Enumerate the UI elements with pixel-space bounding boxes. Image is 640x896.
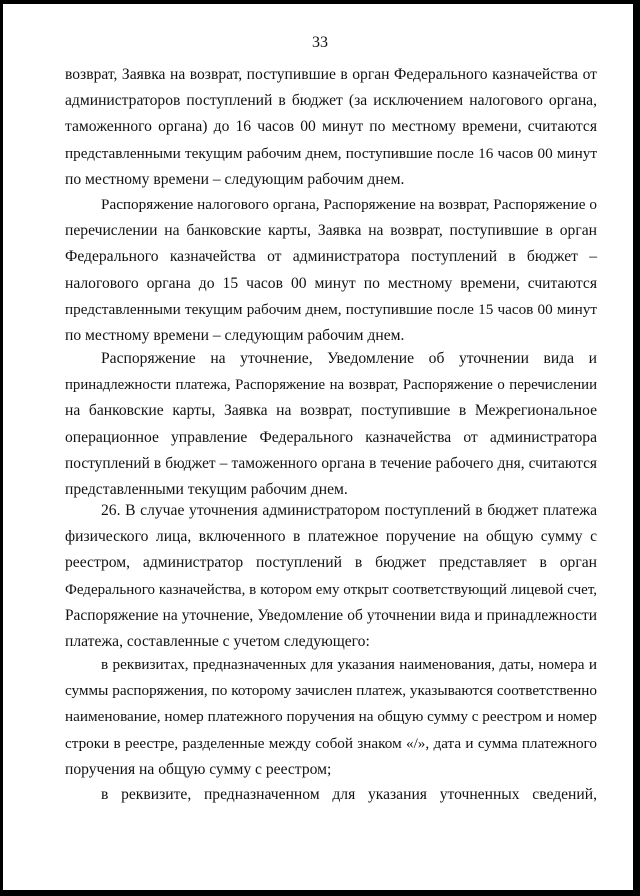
text-line: Федерального казначейства, в котором ему открыт соответствующий лицевой счет,: [65, 581, 597, 598]
paragraph-clarified-info: [65, 782, 597, 808]
text-line: принадлежности платежа, Распоряжение на возврат, Распоряжение о перечислении: [65, 377, 597, 394]
text-line: представленными текущим рабочим днем, поступившие после 15 часов 00 минут: [65, 300, 597, 318]
scan-border-top: [0, 0, 640, 4]
text-line: платежа, составленные с учетом следующего:: [65, 633, 370, 651]
text-line: таможенного органа) до 16 часов 00 минут по местному времени, считаются: [65, 118, 597, 136]
text-line: Распоряжение на уточнение, Уведомление об уточнении вида и принадлежности: [65, 606, 597, 624]
text-line: физического лица, включенного в платежное поручение на общую сумму с: [65, 528, 597, 546]
text-line: поступлений в бюджет – таможенного органа в течение рабочего дня, считаются: [65, 454, 597, 472]
paragraph-continuation: [65, 62, 597, 193]
text-line: представленными текущим рабочим днем.: [65, 481, 348, 499]
scan-border-left: [0, 0, 3, 896]
paragraph-item-26: [65, 498, 597, 655]
text-line: в реквизитах, предназначенных для указания наименования, даты, номера и: [101, 656, 597, 673]
text-line: Федерального казначейства от администратора поступлений в бюджет –: [65, 248, 597, 266]
text-line: 26. В случае уточнения администратором поступлений в бюджет платежа: [101, 502, 597, 519]
text-line: в реквизите, предназначенном для указания уточненных сведений,: [101, 786, 597, 803]
text-line: суммы распоряжения, по которому зачислен платеж, указываются соответственно: [65, 682, 597, 700]
text-line: представленными текущим рабочим днем, поступившие после 16 часов 00 минут: [65, 144, 597, 162]
text-line: перечислении на банковские карты, Заявка на возврат, поступившие в орган: [65, 222, 597, 240]
text-line: Распоряжение налогового органа, Распоряжение на возврат, Распоряжение о: [101, 196, 597, 213]
text-line: наименование, номер платежного поручения на общую сумму с реестром и номер: [65, 708, 597, 726]
text-line: Распоряжение на уточнение, Уведомление об уточнении вида и: [101, 350, 597, 367]
text-line: реестром, администратор поступлений в бюджет представляет в орган: [65, 554, 597, 572]
text-line: налогового органа до 15 часов 00 минут по местному времени, считаются: [65, 274, 597, 292]
text-line: на банковские карты, Заявка на возврат, поступившие в Межрегиональное: [65, 402, 597, 420]
text-line: администраторов поступлений в бюджет (за исключением налогового органа,: [65, 92, 597, 110]
text-line: поручения на общую сумму с реестром;: [65, 760, 332, 778]
text-line: по местному времени – следующим рабочим днем.: [65, 327, 405, 345]
page-number: 33: [312, 34, 328, 51]
paragraph-customs-authority: [65, 346, 597, 503]
paragraph-requisites: [65, 652, 597, 783]
paragraph-tax-authority: [65, 192, 597, 349]
text-line: по местному времени – следующим рабочим днем.: [65, 170, 405, 188]
text-line: строки в реестре, разделенные между собой знаком «/», дата и сумма платежного: [65, 734, 597, 752]
scan-border-right: [633, 0, 640, 896]
text-line: операционное управление Федерального казначейства от администратора: [65, 428, 597, 446]
text-line: возврат, Заявка на возврат, поступившие в орган Федерального казначейства от: [65, 66, 597, 83]
scan-border-bottom: [0, 890, 640, 896]
